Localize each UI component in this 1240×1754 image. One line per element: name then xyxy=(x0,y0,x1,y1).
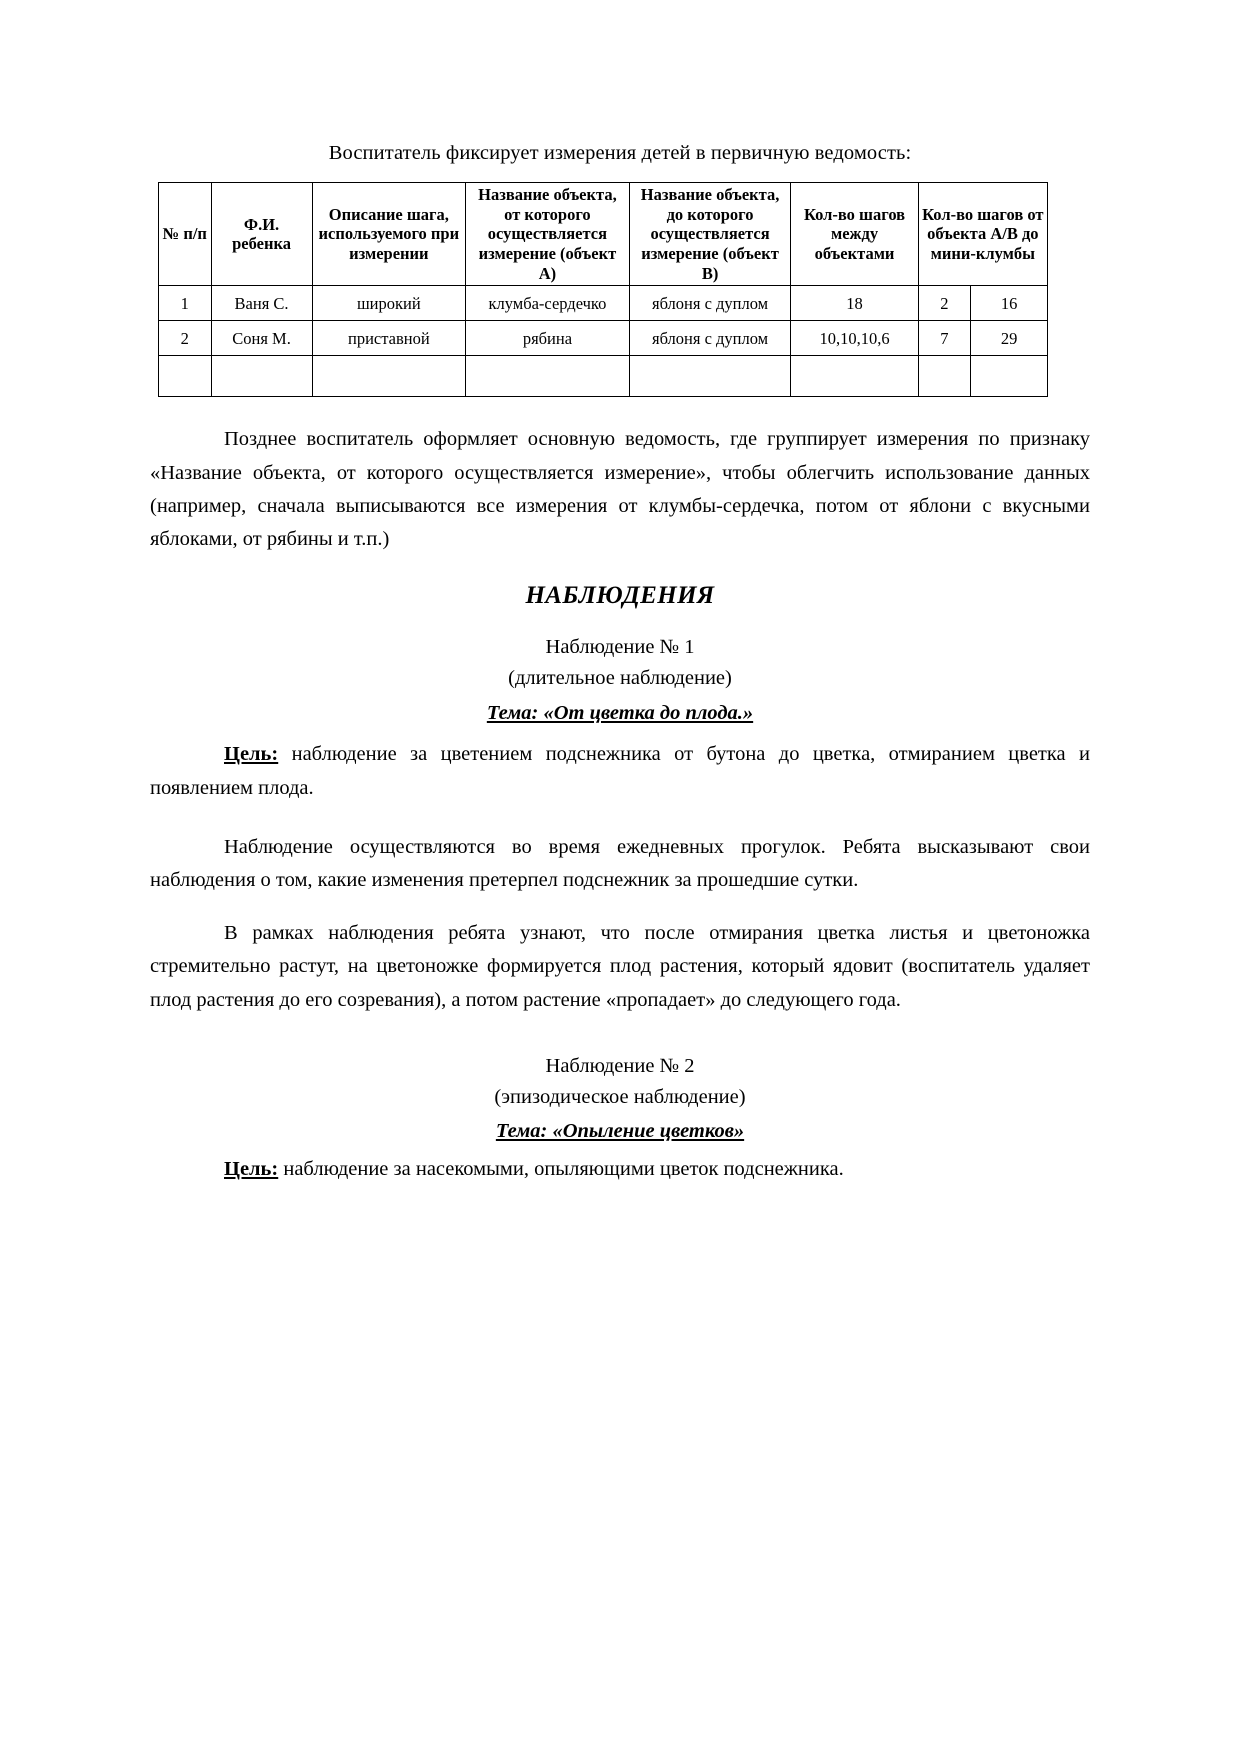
header-steps-between: Кол-во шагов между объектами xyxy=(791,183,918,286)
observation-1-heading: Наблюдение № 1 xyxy=(545,636,695,659)
cell-mini-a xyxy=(918,356,971,397)
observation-2-goal-text: наблюдение за насекомыми, опыляющими цветок подснежника. xyxy=(278,1158,844,1181)
observation-1-goal xyxy=(150,738,1090,804)
table-row xyxy=(159,286,1048,321)
cell-child-name: Ваня С. xyxy=(211,286,312,321)
cell-num xyxy=(159,356,212,397)
observation-1-theme xyxy=(150,698,1090,729)
table-header-row xyxy=(159,183,1048,286)
cell-step-description xyxy=(312,356,466,397)
goal-label: Цель: xyxy=(224,1158,279,1181)
table-body xyxy=(159,286,1048,397)
header-num: № п/п xyxy=(159,183,212,286)
header-steps-to-minibed: Кол-во шагов от объекта А/В до мини-клумбы xyxy=(918,183,1047,286)
cell-object-from xyxy=(466,356,630,397)
primary-ledger-table xyxy=(158,182,1048,397)
goal-label: Цель: xyxy=(224,743,279,766)
cell-mini-b: 29 xyxy=(971,321,1048,356)
header-child-name: Ф.И. ребенка xyxy=(211,183,312,286)
observation-2-goal xyxy=(150,1153,1090,1186)
cell-child-name xyxy=(211,356,312,397)
spacer xyxy=(150,1017,1090,1051)
cell-steps-between: 18 xyxy=(791,286,918,321)
cell-num: 1 xyxy=(159,286,212,321)
cell-steps-between xyxy=(791,356,918,397)
cell-object-to: яблоня с дуплом xyxy=(629,321,791,356)
observation-1-theme-text: Тема: «От цветка до плода.» xyxy=(486,701,754,724)
intro-line: Воспитатель фиксирует измерения детей в первичную ведомость: xyxy=(328,142,912,164)
cell-steps-between: 10,10,10,6 xyxy=(791,321,918,356)
cell-mini-a: 7 xyxy=(918,321,971,356)
observation-2-heading: Наблюдение № 2 xyxy=(545,1054,695,1077)
cell-object-from: клумба-сердечко xyxy=(466,286,630,321)
cell-step-description: приставной xyxy=(312,321,466,356)
section-title-observations: НАБЛЮДЕНИЯ xyxy=(525,582,715,610)
cell-object-to: яблоня с дуплом xyxy=(629,286,791,321)
cell-object-from: рябина xyxy=(466,321,630,356)
cell-mini-b: 16 xyxy=(971,286,1048,321)
observation-1-body-2: В рамках наблюдения ребята узнают, что после отмирания цветка листья и цветоножка стремительно растут, на цветоножке формируется плод растения, который ядовит (воспитатель удаляет плод растения до его созревания), а потом растение «пропадает» до следующего года. xyxy=(150,922,1090,1011)
table-row xyxy=(159,321,1048,356)
cell-child-name: Соня М. xyxy=(211,321,312,356)
cell-step-description: широкий xyxy=(312,286,466,321)
cell-num: 2 xyxy=(159,321,212,356)
spacer xyxy=(150,397,1090,423)
header-object-from: Название объекта, от которого осуществляется измерение (объект А) xyxy=(466,183,630,286)
spacer xyxy=(150,805,1090,831)
observation-2-theme-text: Тема: «Опыление цветков» xyxy=(495,1120,745,1143)
table-row-empty xyxy=(159,356,1048,397)
cell-mini-b xyxy=(971,356,1048,397)
paragraph-after-table: Позднее воспитатель оформляет основную ведомость, где группирует измерения по признаку «Название объекта, от которого осуществляется измерение», чтобы облегчить использование данных (например, сначала выписываются все измерения от клумбы-сердечка, потом от яблони с вкусными яблоками, от рябины и т.п.) xyxy=(150,428,1090,550)
header-object-to: Название объекта, до которого осуществляется измерение (объект В) xyxy=(629,183,791,286)
cell-object-to xyxy=(629,356,791,397)
header-step-description: Описание шага, используемого при измерении xyxy=(312,183,466,286)
observation-2-theme xyxy=(150,1116,1090,1147)
observation-1-subtitle: (длительное наблюдение) xyxy=(508,666,732,689)
observation-1-goal-text: наблюдение за цветением подснежника от бутона до цветка, отмиранием цветка и появлением плода. xyxy=(150,743,1090,799)
observation-2-subtitle: (эпизодическое наблюдение) xyxy=(494,1085,746,1108)
cell-mini-a: 2 xyxy=(918,286,971,321)
observation-1-body-1: Наблюдение осуществляются во время ежедневных прогулок. Ребята высказывают свои наблюдения о том, какие изменения претерпел подснежник за прошедшие сутки. xyxy=(150,835,1090,892)
